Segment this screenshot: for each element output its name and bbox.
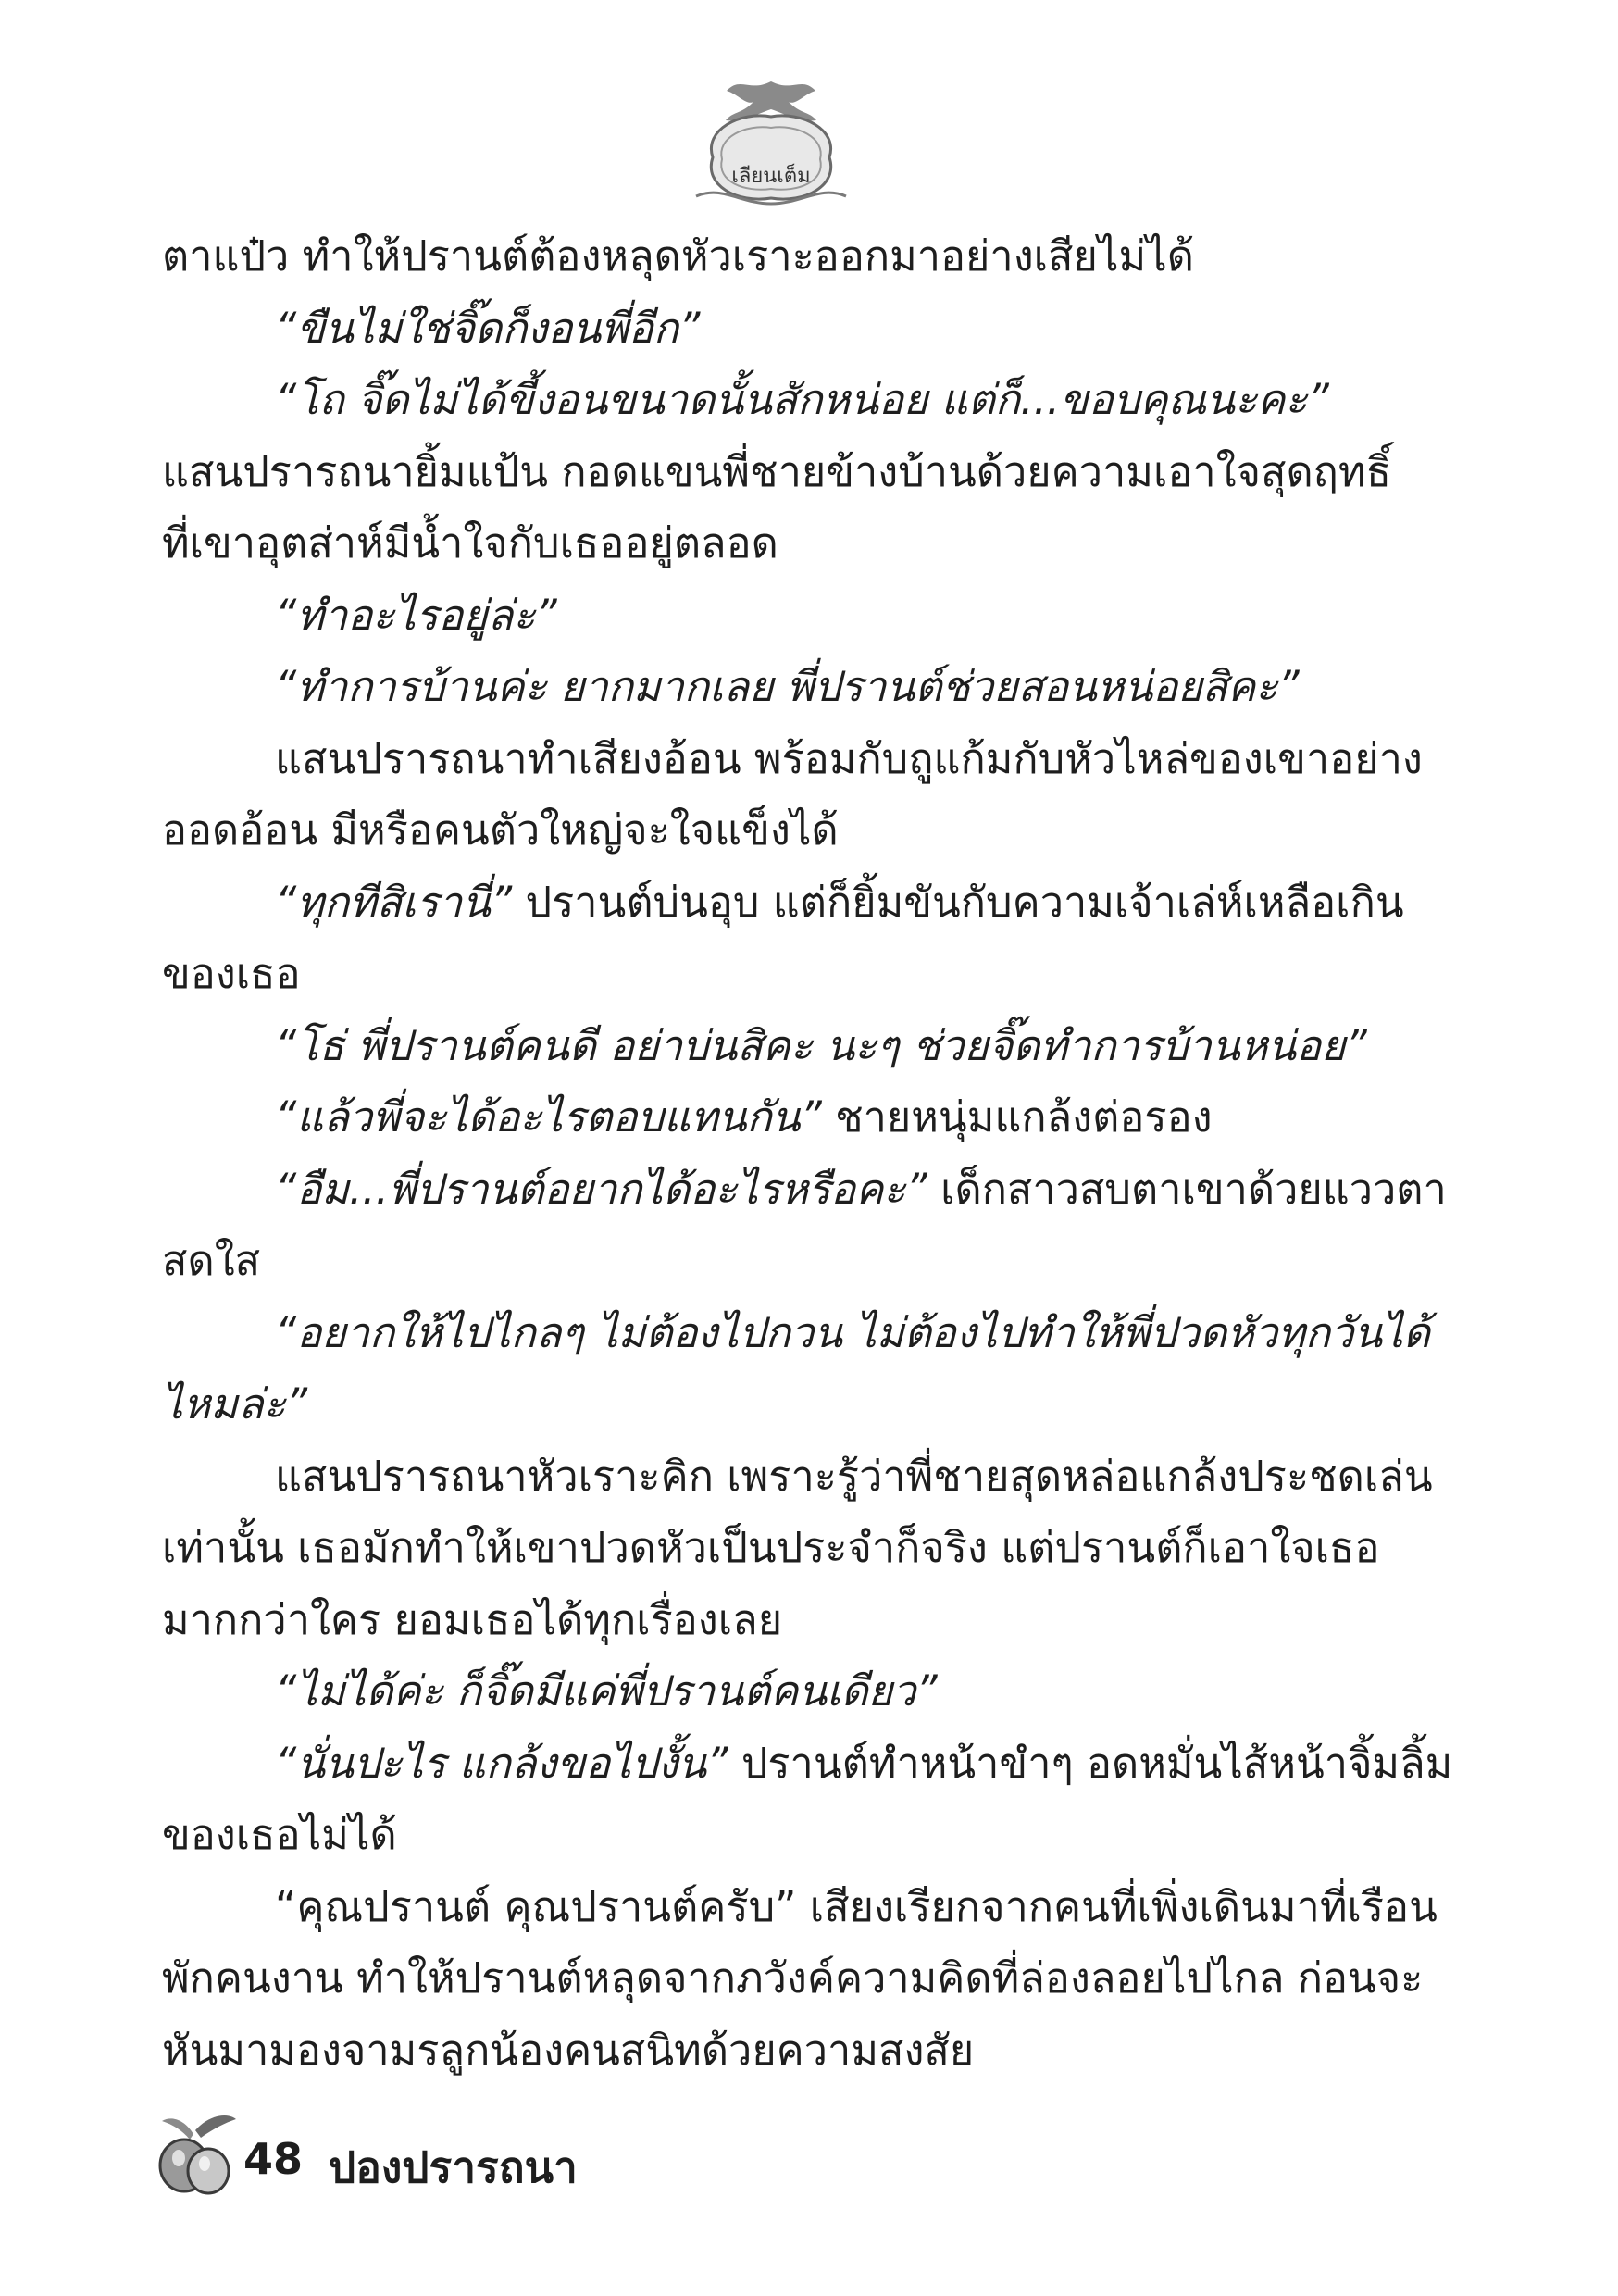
dialogue-line: “ไม่ได้ค่ะ ก็จิ๊ดมีแค่พี่ปรานต์คนเดียว”	[275, 1666, 938, 1716]
text-line: ที่เขาอุตส่าห์มีน้ำใจกับเธออยู่ตลอด	[162, 518, 778, 568]
page-body	[162, 220, 1453, 2086]
dialogue-line: “ทำการบ้านค่ะ ยากมากเลย พี่ปรานต์ช่วยสอนหน่อยสิคะ”	[275, 662, 1300, 711]
dialogue-line: “อยากให้ไปไกลๆ ไม่ต้องไปกวน ไม่ต้องไปทำให้พี่ปวดหัวทุกวันได้	[275, 1307, 1431, 1357]
text-line: หันมามองจามรลูกน้องคนสนิทด้วยความสงสัย	[162, 2025, 975, 2075]
dialogue-line: “ทำอะไรอยู่ล่ะ”	[275, 590, 557, 640]
text-line: ตาแป๋ว ทำให้ปรานต์ต้องหลุดหัวเราะออกมาอย่างเสียไม่ได้	[162, 231, 1195, 281]
text-line: ออดอ้อน มีหรือคนตัวใหญ่จะใจแข็งได้	[162, 805, 839, 855]
text-line: เท่านั้น เธอมักทำให้เขาปวดหัวเป็นประจำก็จริง แต่ปรานต์ก็เอาใจเธอ	[162, 1523, 1380, 1572]
logo-lettering: เลียนเต็ม	[731, 165, 811, 188]
dialogue-line: “ทุกทีสิเรานี่” ปรานต์บ่นอุบ แต่ก็ยิ้มขันกับความเจ้าเล่ห์เหลือเกิน	[275, 877, 1404, 927]
text-line: แสนปรารถนาทำเสียงอ้อน พร้อมกับถูแก้มกับหัวไหล่ของเขาอย่าง	[275, 733, 1423, 783]
text-line: พักคนงาน ทำให้ปรานต์หลุดจากภวังค์ความคิดที่ล่องลอยไปไกล ก่อนจะ	[162, 1953, 1424, 2003]
text-line: “คุณปรานต์ คุณปรานต์ครับ” เสียงเรียกจากคนที่เพิ่งเดินมาที่เรือน	[275, 1881, 1438, 1931]
text-line: ของเธอไม่ได้	[162, 1810, 397, 1859]
dialogue-line: “โถ จิ๊ดไม่ได้ขี้งอนขนาดนั้นสักหน่อย แต่ก็...ขอบคุณนะคะ”	[275, 375, 1329, 424]
fruit-icon	[153, 2106, 238, 2199]
page-footer	[153, 2106, 801, 2199]
text-line: ของเธอ	[162, 949, 301, 998]
dialogue-line: ไหมล่ะ”	[162, 1379, 308, 1429]
dialogue-line: “อืม...พี่ปรานต์อยากได้อะไรหรือคะ” เด็กสาวสบตาเขาด้วยแววตา	[275, 1164, 1447, 1214]
text-line: มากกว่าใคร ยอมเธอได้ทุกเรื่องเลย	[162, 1594, 783, 1644]
text-line: สดใส	[162, 1236, 261, 1285]
text-line: แสนปรารถนาหัวเราะคิก เพราะรู้ว่าพี่ชายสุดหล่อแกล้งประชดเล่น	[275, 1451, 1433, 1501]
book-title: ปองปรารถนา	[329, 2142, 578, 2192]
dialogue-line: “ขืนไม่ใช่จิ๊ดก็งอนพี่อีก”	[275, 303, 701, 353]
dialogue-line: “นั่นปะไร แกล้งขอไปงั้น” ปรานต์ทำหน้าขำๆ อดหมั่นไส้หน้าจิ้มลิ้ม	[275, 1738, 1453, 1788]
dialogue-line: “แล้วพี่จะได้อะไรตอบแทนกัน” ชายหนุ่มแกล้งต่อรอง	[275, 1092, 1213, 1142]
header-logo	[685, 74, 857, 211]
text-line: แสนปรารถนายิ้มแป้น กอดแขนพี่ชายข้างบ้านด้วยความเอาใจสุดฤทธิ์	[162, 446, 1392, 496]
dialogue-line: “โธ่ พี่ปรานต์คนดี อย่าบ่นสิคะ นะๆ ช่วยจิ๊ดทำการบ้านหน่อย”	[275, 1020, 1367, 1070]
page-number: 48	[243, 2134, 304, 2184]
